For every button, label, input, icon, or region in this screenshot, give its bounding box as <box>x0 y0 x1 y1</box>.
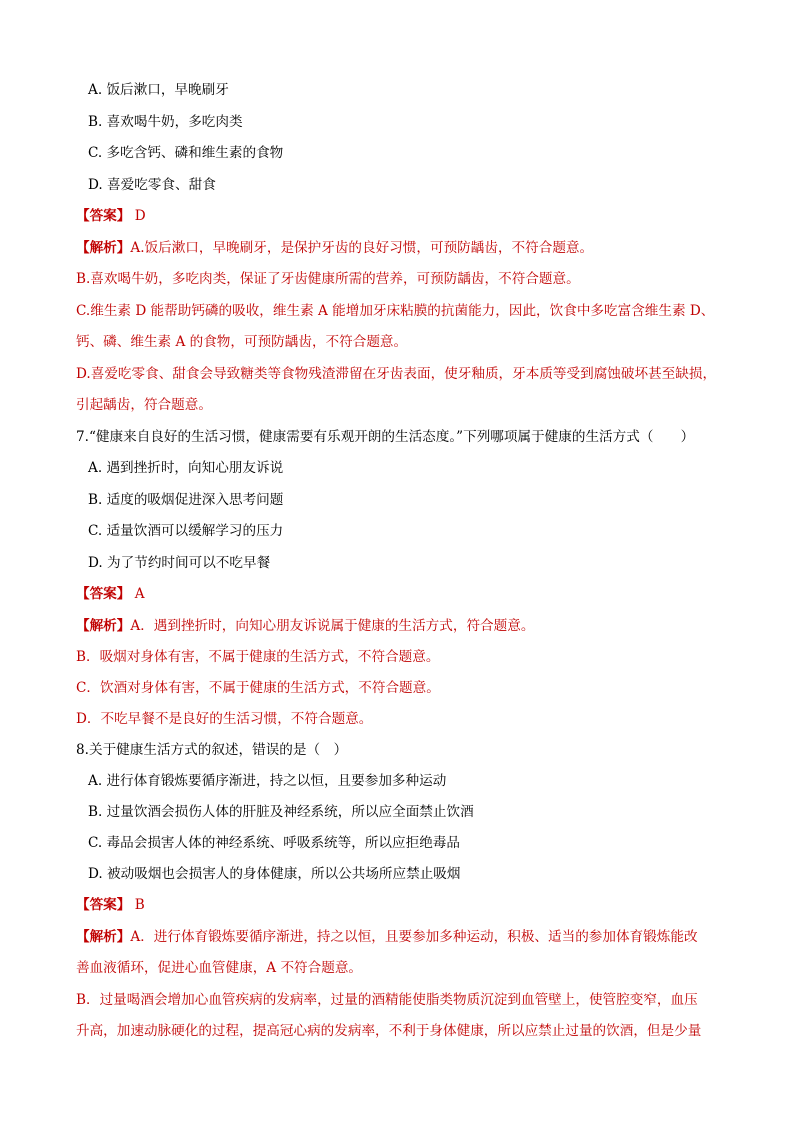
q7-option-c: C. 适量饮酒可以缓解学习的压力 <box>88 523 284 539</box>
q7-option-d: D. 为了节约时间可以不吃早餐 <box>88 555 271 571</box>
q7-analysis-line-1 <box>76 616 534 636</box>
q8-option-a: A. 进行体育锻炼要循序渐进，持之以恒，且要参加多种运动 <box>88 773 447 789</box>
q7-analysis-line-4: D．不吃早餐不是良好的生活习惯，不符合题意。 <box>76 711 373 727</box>
q8-stem: 8.关于健康生活方式的叙述，错误的是（ ） <box>76 742 348 758</box>
q8-answer <box>76 895 145 915</box>
q8-option-b: B. 过量饮酒会损伤人体的肝脏及神经系统，所以应全面禁止饮酒 <box>88 804 474 820</box>
q7-stem: 7.“健康来自良好的生活习惯，健康需要有乐观开朗的生活态度。”下列哪项属于健康的生活方式（ ） <box>76 429 695 445</box>
q6-analysis-line-1 <box>76 238 593 258</box>
q6-option-a: A. 饭后漱口，早晚刷牙 <box>88 82 229 98</box>
q7-analysis-line-2: B．吸烟对身体有害，不属于健康的生活方式，不符合题意。 <box>76 649 440 665</box>
answer-tag: 【答案】 <box>76 897 131 913</box>
q7-answer <box>76 584 145 604</box>
answer-value: D <box>134 208 146 224</box>
answer-value: A <box>134 586 145 602</box>
q6-answer <box>76 206 146 226</box>
answer-tag: 【答案】 <box>76 586 131 602</box>
analysis-tag: 【解析】 <box>76 618 131 634</box>
q8-analysis-line-3: B．过量喝酒会增加心血管疾病的发病率，过量的酒精能使脂类物质沉淀到血管壁上，使管腔变窄，血压 <box>76 992 698 1008</box>
q7-option-a: A. 遇到挫折时，向知心朋友诉说 <box>88 460 284 476</box>
analysis-tag: 【解析】 <box>76 240 131 256</box>
q8-analysis-line-2: 善血液循环，促进心血管健康，A 不符合题意。 <box>76 960 363 976</box>
q6-option-d: D. 喜爱吃零食、甜食 <box>88 177 216 193</box>
analysis-text: A.饭后漱口，早晚刷牙，是保护牙齿的良好习惯，可预防龋齿，不符合题意。 <box>130 240 594 256</box>
q6-analysis-line-6: 引起龋齿，符合题意。 <box>76 397 212 413</box>
analysis-text: A．遇到挫折时，向知心朋友诉说属于健康的生活方式，符合题意。 <box>130 618 535 634</box>
q6-option-c: C. 多吃含钙、磷和维生素的食物 <box>88 145 284 161</box>
q6-analysis-line-2: B.喜欢喝牛奶，多吃肉类，保证了牙齿健康所需的营养，可预防龋齿，不符合题意。 <box>76 271 580 287</box>
q6-option-b: B. 喜欢喝牛奶，多吃肉类 <box>88 114 243 130</box>
q7-option-b: B. 适度的吸烟促进深入思考问题 <box>88 492 284 508</box>
q6-analysis-line-3: C.维生素 D 能帮助钙磷的吸收，维生素 A 能增加牙床粘膜的抗菌能力，因此，饮食中多吃富含维生素 D、 <box>76 303 715 319</box>
q8-option-d: D. 被动吸烟也会损害人的身体健康，所以公共场所应禁止吸烟 <box>88 866 461 882</box>
answer-value: B <box>134 897 145 913</box>
q6-analysis-line-4: 钙、磷、维生素 A 的食物，可预防龋齿，不符合题意。 <box>76 334 408 350</box>
analysis-tag: 【解析】 <box>76 929 131 945</box>
answer-tag: 【答案】 <box>76 208 131 224</box>
q8-analysis-line-4: 升高，加速动脉硬化的过程，提高冠心病的发病率，不利于身体健康，所以应禁止过量的饮酒，但是少量 <box>76 1023 702 1039</box>
q8-analysis-line-1 <box>76 927 698 947</box>
q8-option-c: C. 毒品会损害人体的神经系统、呼吸系统等，所以应拒绝毒品 <box>88 835 460 851</box>
q7-analysis-line-3: C．饮酒对身体有害，不属于健康的生活方式，不符合题意。 <box>76 680 440 696</box>
analysis-text: A．进行体育锻炼要循序渐进，持之以恒，且要参加多种运动，积极、适当的参加体育锻炼能改 <box>130 929 698 945</box>
q6-analysis-line-5: D.喜爱吃零食、甜食会导致糖类等食物残渣滞留在牙齿表面，使牙釉质，牙本质等受到腐蚀破坏甚至缺损， <box>76 366 717 382</box>
